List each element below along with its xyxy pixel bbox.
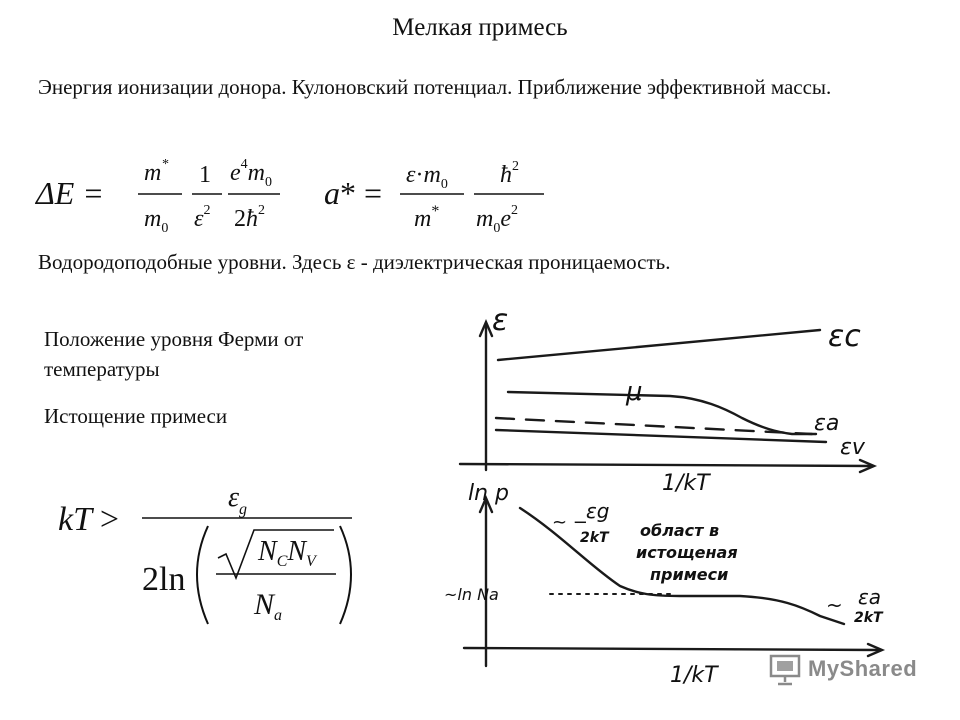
slope-2-prefix: ~ [826, 593, 843, 617]
svg-text:m*: m* [414, 203, 440, 232]
slope-2-den: 2kT [854, 610, 883, 626]
delta-e-lhs: ΔE = [36, 175, 104, 211]
svg-text:2ħ2: $2ħ^2$ [234, 203, 265, 232]
top-plot-y-label: ε [492, 303, 509, 338]
fermi-level-curve [508, 392, 816, 434]
ec-line [498, 330, 820, 360]
svg-text:ħ2: $ħ^2$ [500, 159, 519, 188]
svg-text:a* =: a* = [324, 175, 383, 211]
svg-text:ε·m0: $\varepsilon\cdot m_0$ [406, 162, 448, 192]
slope-1-prefix: ~ − [552, 512, 588, 533]
slope-1-den: 2kT [580, 530, 609, 546]
ec-label: εc [828, 319, 861, 354]
region-note-line-3: примеси [650, 565, 729, 584]
plateau-label: ~ln Na [444, 585, 499, 604]
fermi-level-label: Положение уровня Ферми от температуры [44, 327, 304, 381]
slide-title: Мелкая примесь [392, 14, 568, 41]
bottom-plot-x-axis [464, 648, 880, 650]
bottom-plot-y-label: ln p [468, 481, 510, 506]
svg-text:ε2: $\varepsilon^2$ [194, 203, 211, 232]
bottom-plot-x-label: 1/kT [670, 663, 718, 688]
watermark-text: MyShared [808, 656, 918, 681]
svg-text:ΔE = [34, 175, 104, 211]
hydrogen-levels-paragraph: Водородоподобные уровни. Здесь ε - диэлектрическая проницаемость. [38, 250, 671, 274]
ionization-energy-formula [34, 150, 284, 240]
svg-text:m*: m* [144, 157, 169, 186]
top-plot-x-axis [460, 464, 872, 466]
svg-text:εg: $\varepsilon_g$ [228, 482, 248, 518]
impurity-depletion-label: Истощение примеси [44, 404, 228, 428]
projector-screen-icon [768, 652, 802, 686]
svg-text:m0e2: $m_0e^2$ [476, 203, 518, 236]
svg-text:NCNV: $N_CN_V$ [258, 536, 316, 570]
top-plot-x-label: 1/kT [662, 471, 710, 496]
svg-text:2ln: 2ln [142, 561, 186, 598]
depletion-condition-formula [58, 474, 358, 634]
ev-label: εv [840, 435, 865, 460]
intro-paragraph: Энергия ионизации донора. Кулоновский потенциал. Приближение эффективной массы. [38, 75, 832, 99]
bohr-radius-formula [322, 150, 562, 240]
svg-text:Na: $N_a$ [254, 588, 283, 624]
region-note-line-2: истощеная [636, 543, 738, 562]
slope-1-num: εg [586, 499, 610, 523]
mu-label: μ [626, 377, 643, 407]
region-note-line-1: област в [640, 521, 720, 540]
ea-label: εa [814, 411, 840, 436]
svg-text:kT >: kT > [58, 501, 120, 538]
svg-text:1: 1 [199, 162, 211, 188]
myshared-watermark [768, 652, 917, 686]
slope-2-num: εa [858, 585, 882, 609]
svg-text:e4m0: $e^4m_0$ [230, 157, 272, 190]
svg-text:m0: $m_0$ [144, 206, 169, 236]
